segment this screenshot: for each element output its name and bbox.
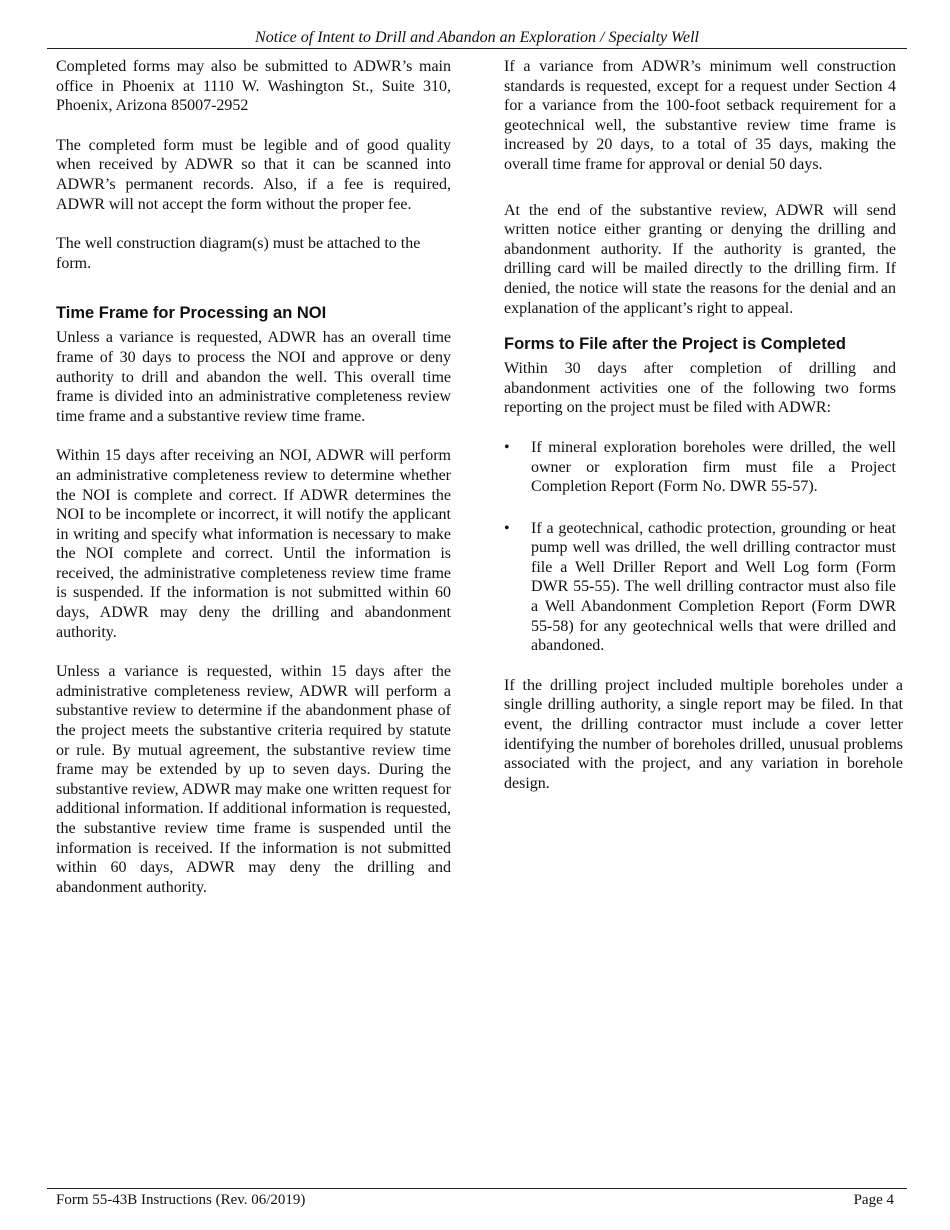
form-revision: Form 55-43B Instructions (Rev. 06/2019) [56,1192,306,1208]
variance-paragraph: If a variance from ADWR’s minimum well construction standards is requested, except for a request under Section 4 for a variance from the 100-foot setback requirement for a geotechnical well, the substantive review time frame is increased by 20 days, to a total of 35 days, making the overall time frame for approval or denial 50 days. [504,58,896,173]
list-item [504,438,896,497]
substantive-review-paragraph: Unless a variance is requested, within 15 days after the administrative completeness review, ADWR will perform a substantive review to determine if the abandonment phase of the project meets the substantive criteria required by statute or rule. By mutual agreement, the substantive review time frame may be extended by up to seven days. During the substantive review, ADWR may make one written request for additional information. If additional information is requested, the substantive review time frame is suspended until the information is received. If the information is not submitted within 60 days, ADWR may deny the drilling and abandonment authority. [56,663,451,896]
right-column [504,57,903,793]
page-header [47,28,907,49]
page-number: Page 4 [853,1192,894,1208]
overall-time-frame-paragraph: Unless a variance is requested, ADWR has an overall time frame of 30 days to process the NOI and approve or deny authority to drill and abandon the well. This overall time frame is divided into an administrative completeness review time frame and a substantive review time frame. [56,329,451,425]
written-notice-paragraph: At the end of the substantive review, ADWR will send written notice either granting or denying the drilling and abandonment authority. If the authority is granted, the drilling card will be mailed directly to the drilling firm. If denied, the notice will state the reasons for the denial and an explanation of the applicant’s right to appeal. [504,201,896,317]
filing-deadline-paragraph: Within 30 days after completion of drilling and abandonment activities one of the following two forms reporting on the project must be filed with ADWR: [504,360,896,417]
list-item-text: If mineral exploration boreholes were drilled, the well owner or exploration firm must file a Project Completion Report (Form No. DWR 55-57). [531,438,896,496]
forms-to-file-heading: Forms to File after the Project is Completed [504,335,846,354]
administrative-review-paragraph: Within 15 days after receiving an NOI, ADWR will perform an administrative completeness review to determine whether the NOI is complete and correct. If ADWR determines the NOI to be incomplete or incorrect, it will notify the applicant in writing and specify what information is necessary to make the NOI complete and correct. Until the information is received, the administrative completeness review time frame is suspended. If the information is not submitted within 60 days, ADWR may deny the drilling and abandonment authority. [56,447,451,641]
diagram-paragraph: The well construction diagram(s) must be attached to the form. [56,235,421,272]
page-footer [47,1188,907,1210]
multiple-boreholes-paragraph: If the drilling project included multiple boreholes under a single drilling authority, a single report may be filed. In that event, the drilling contractor must include a cover letter identifying the number of boreholes drilled, unusual problems associated with the project, and any variation in borehole design. [504,676,903,792]
bullet-icon: • [504,438,510,456]
document-title: Notice of Intent to Drill and Abandon an Exploration / Specialty Well [255,29,699,46]
list-item-text: If a geotechnical, cathodic protection, grounding or heat pump well was drilled, the well drilling contractor must file a Well Driller Report and Well Log form (Form DWR 55-55). The well drilling contractor must also file a Well Abandonment Completion Report (Form DWR 55-58) for any geotechnical wells that were drilled and abandoned. [531,519,896,655]
bullet-icon: • [504,519,510,537]
list-item [504,519,896,656]
time-frame-heading: Time Frame for Processing an NOI [56,304,327,323]
forms-list [504,438,896,656]
legibility-paragraph: The completed form must be legible and of good quality when received by ADWR so that it can be scanned into ADWR’s permanent records. Also, if a fee is required, ADWR will not accept the form without the proper fee. [56,136,451,213]
submission-address-paragraph: Completed forms may also be submitted to ADWR’s main office in Phoenix at 1110 W. Washington St., Suite 310, Phoenix, Arizona 85007-2952 [56,58,451,115]
left-column [56,57,451,897]
